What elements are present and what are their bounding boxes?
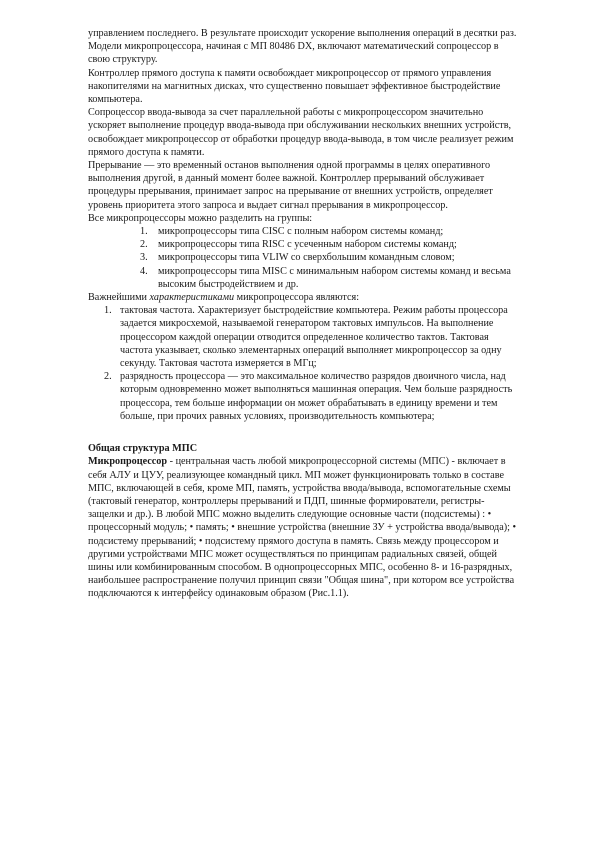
list-item-text: тактовая частота. Характеризует быстродействие компьютера. Режим работы процессора задается микросхемой, называемой генератором тактовых импульсов. На выполнение процессором каждой операции отводится определенное количество тактов. Тактовая частота указывает, сколько элементарных операций выполняет микропроцессор за одну секунду. Тактовая частота измеряется в МГц;	[120, 305, 508, 370]
intro-italic-term: характеристиками	[149, 292, 235, 304]
section-title: Общая структура МПС	[88, 443, 198, 455]
list-item-number: 1.	[140, 226, 148, 238]
list-item	[88, 225, 520, 238]
page-content	[88, 27, 520, 601]
paragraph-dma-controller: Контроллер прямого доступа к памяти освобождает микропроцессор от прямого управления накопителями на магнитных дисках, что существенно повышает эффективное быстродействие компьютера.	[88, 67, 501, 106]
groups-list	[88, 225, 520, 291]
paragraph-interrupt: Прерывание — это временный останов выполнения одной программы в целях оперативного выполнения другой, в данный момент более важной. Контроллер прерываний обслуживает процедуры прерывания, принимает запрос на прерывание от внешних устройств, определяет уровень приоритета этого запроса и выдает сигнал прерывания в микропроцессор.	[88, 160, 493, 211]
list-item-text: микропроцессоры типа RISC с усеченным набором системы команд;	[158, 239, 457, 251]
paragraph-text: - центральная часть любой микропроцессорной системы (МПС) - включает в себя АЛУ и ЦУУ, реализующее командный цикл. МП может функционировать только в составе МПС, включающей в себя, кроме МП, память, устройства ввода/вывода, вспомогательные схемы (тактовый генератор, контроллеры прерываний и ПДП, шинные формирователи, регистры-защелки и др.). В любой МПС можно выделить следующие основные части (подсистемы) : • процессорный модуль; • память; • внешние устройства (внешние ЗУ + устройства ввода/вывода); • подсистему прерываний; • подсистему прямого доступа в память. Связь между процессором и другими устройствами МПС может осуществляться по принципам радиальных связей, общей шины или комбинированным способом. В однопроцессорных МПС, особенно 8- и 16-разрядных, наибольшее распространение получил принцип связи "Общая шина", при котором все устройства подключаются к интерфейсу одинаковым образом (Рис.1.1).	[88, 456, 517, 600]
list-item	[88, 238, 520, 251]
list-item	[88, 370, 520, 423]
list-item-number: 4.	[140, 265, 148, 277]
paragraph-characteristics-intro	[88, 291, 520, 304]
term-bold: Микропроцессор	[88, 456, 168, 468]
list-item-text: микропроцессоры типа MISC с минимальным набором системы команд и весьма высоким быстродействием и др.	[158, 265, 511, 290]
intro-text-before: Важнейшими	[88, 292, 150, 304]
list-item-text: микропроцессоры типа CISC с полным набором системы команд;	[158, 226, 444, 238]
section-spacer	[88, 423, 520, 442]
intro-text-after: микропроцессора являются:	[234, 292, 360, 304]
paragraph-microprocessor	[88, 455, 520, 600]
list-item	[88, 251, 520, 264]
list-item	[88, 304, 520, 370]
paragraph-coprocessor-end: управлением последнего. В результате происходит ускорение выполнения операций в десятки раз. Модели микропроцессора, начиная с МП 80486 DX, включают математический сопроцессор в свою структуру.	[88, 28, 517, 66]
list-item-number: 2.	[104, 371, 112, 383]
paragraph-io-coprocessor: Сопроцессор ввода-вывода за счет параллельной работы с микропроцессором значительно ускоряет выполнение процедур ввода-вывода при обслуживании нескольких внешних устройств, освобождает микропроцессор от обработки процедур ввода-вывода, в том числе реализует режим прямого доступа к памяти.	[88, 107, 514, 158]
list-item	[88, 265, 520, 291]
list-item-text: микропроцессоры типа VLIW со сверхбольшим командным словом;	[158, 252, 455, 264]
list-item-number: 2.	[140, 239, 148, 251]
paragraph-groups-intro: Все микропроцессоры можно разделить на группы:	[88, 212, 313, 224]
list-item-text: разрядность процессора — это максимальное количество разрядов двоичного числа, над которым одновременно может выполняться машинная операция. Чем больше разрядность процессора, тем больше информации он может обрабатывать в единицу времени и тем больше, при прочих равных условиях, производительность компьютера;	[120, 371, 513, 422]
list-item-number: 3.	[140, 252, 148, 264]
characteristics-list	[88, 304, 520, 423]
list-item-number: 1.	[104, 305, 112, 317]
